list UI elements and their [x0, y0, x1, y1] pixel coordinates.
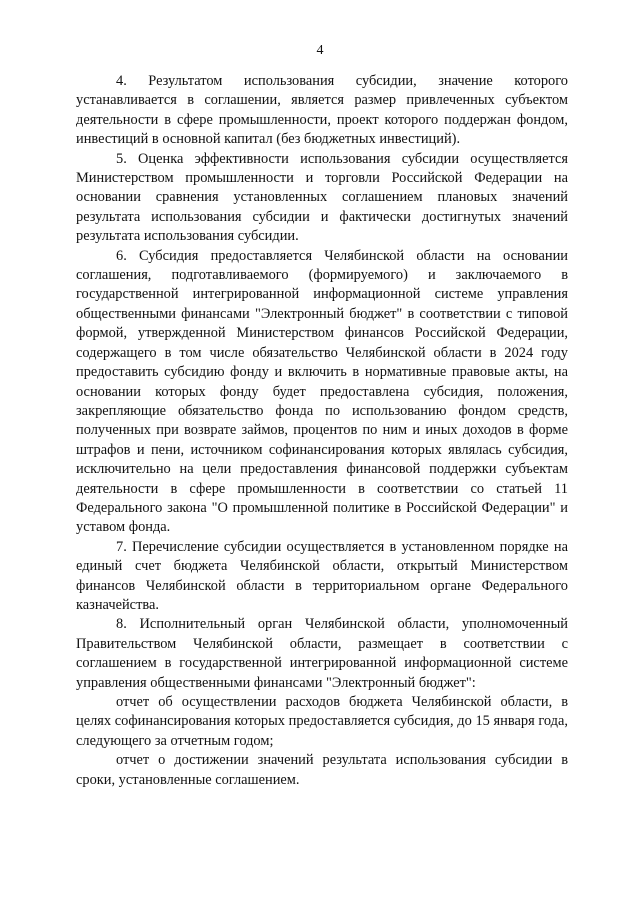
paragraph-item-7-transfer: 7. Перечисление субсидии осуществляется в установленном порядке на единый счет бюджета Челябинской области, открытый Министерством финансов Челябинской области в территориальном органе Федерального казначейства. [76, 538, 568, 613]
paragraph-report-expenses: отчет об осуществлении расходов бюджета Челябинской области, в целях софинансирования которых предоставляется субсидия, до 15 января года, следующего за отчетным годом; [76, 694, 568, 749]
paragraph-item-4-result: 4. Результатом использования субсидии, значение которого устанавливается в соглашении, является размер привлеченных субъектом деятельности в сфере промышленности, проект которого поддержан фондом, инвестиций в основной капитал (без бюджетных инвестиций). [76, 73, 568, 148]
document-body [76, 72, 568, 790]
paragraph-item-5-efficiency: 5. Оценка эффективности использования субсидии осуществляется Министерством промышленности и торговли Российской Федерации на основании сравнения установленных соглашением плановых значений результата использования субсидии и фактически достигнутых значений результата использования субсидии. [76, 150, 568, 245]
paragraph-report-results: отчет о достижении значений результата использования субсидии в сроки, установленные соглашением. [76, 752, 568, 788]
page-number: 4 [316, 43, 324, 58]
paragraph-item-8-reporting: 8. Исполнительный орган Челябинской области, уполномоченный Правительством Челябинской области, размещает в соответствии с соглашением в государственной интегрированной информационной системе управления общественными финансами "Электронный бюджет": [76, 616, 568, 691]
paragraph-item-6-agreement: 6. Субсидия предоставляется Челябинской области на основании соглашения, подготавливаемого (формируемого) и заключаемого в государственной интегрированной информационной системе управления общественными финансами "Электронный бюджет" в соответствии с типовой формой, утвержденной Министерством финансов Российской Федерации, содержащего в том числе обязательство Челябинской области в 2024 году предоставить субсидию фонду и включить в нормативные правовые акты, на основании которых фонду будет предоставлена субсидия, положения, закрепляющие обязательство фонда по использованию фондом средств, полученных при возврате займов, процентов по ним и иных доходов в форме штрафов и пени, источником софинансирования которых являлась субсидия, исключительно на цели предоставления финансовой поддержки субъектам деятельности в сфере промышленности в соответствии со статьей 11 Федерального закона "О промышленной политике в Российской Федерации" и уставом фонда. [76, 247, 568, 536]
